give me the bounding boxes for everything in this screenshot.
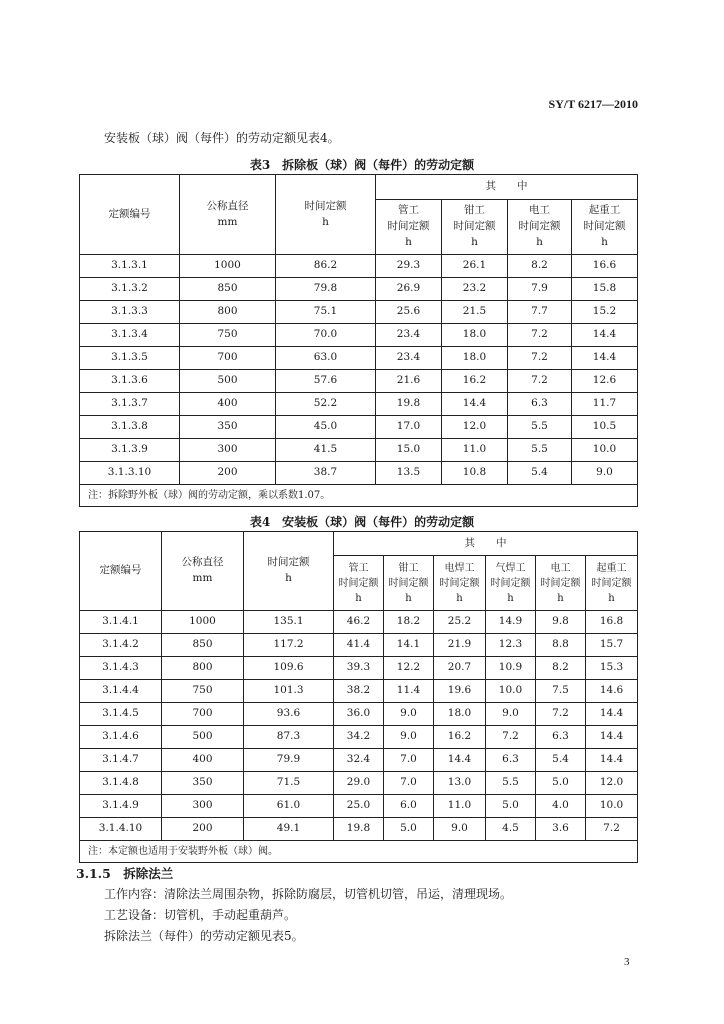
table-cell: 3.1.4.10 [80,818,162,841]
table4-header-gas-welder: 气焊工 时间定额 h [486,556,536,611]
table-cell: 14.4 [586,726,638,749]
table4-header-diameter: 公称直径 mm [162,532,244,611]
table-cell: 7.2 [508,347,572,370]
table-cell: 19.6 [434,680,486,703]
table-cell: 21.6 [376,370,442,393]
table-cell: 400 [180,393,276,416]
table3-header-pipefitter: 管工 时间定额 h [376,200,442,255]
table-cell: 15.0 [376,439,442,462]
table-cell: 850 [180,278,276,301]
table-cell: 41.4 [334,634,384,657]
table-cell: 38.2 [334,680,384,703]
table-cell: 300 [180,439,276,462]
table-cell: 87.3 [244,726,334,749]
table-cell: 11.0 [442,439,508,462]
table4-note: 注：本定额也适用于安装野外板（球）阀。 [80,841,638,863]
table-cell: 25.6 [376,301,442,324]
section-title: 3.1.5 拆除法兰 [76,866,174,881]
table-cell: 11.4 [384,680,434,703]
table-cell: 18.0 [442,324,508,347]
table-row [80,749,638,772]
table-cell: 3.1.4.5 [80,703,162,726]
table4-header-code: 定额编号 [80,532,162,611]
table-cell: 41.5 [276,439,376,462]
table-row [80,393,638,416]
table-cell: 9.0 [572,462,638,485]
table-cell: 16.2 [442,370,508,393]
table4 [79,531,638,863]
table-cell: 10.0 [586,795,638,818]
table-cell: 750 [162,680,244,703]
table-cell: 5.5 [508,439,572,462]
table-cell: 20.7 [434,657,486,680]
table-cell: 400 [162,749,244,772]
table-cell: 93.6 [244,703,334,726]
table-cell: 46.2 [334,611,384,634]
table-cell: 19.8 [376,393,442,416]
table-cell: 3.1.3.9 [80,439,180,462]
table-cell: 15.3 [586,657,638,680]
table3-caption: 表3 拆除板（球）阀（每件）的劳动定额 [249,158,475,172]
table-cell: 850 [162,634,244,657]
table-cell: 350 [162,772,244,795]
table3-header-code: 定额编号 [80,175,180,255]
table-cell: 3.6 [536,818,586,841]
table-cell: 14.4 [586,749,638,772]
table-cell: 18.2 [384,611,434,634]
table-cell: 200 [162,818,244,841]
table3-header-rigger: 起重工 时间定额 h [572,200,638,255]
table-cell: 1000 [180,255,276,278]
table-cell: 200 [180,462,276,485]
table-cell: 14.4 [434,749,486,772]
table-cell: 9.0 [434,818,486,841]
table-row [80,634,638,657]
table-cell: 3.1.3.1 [80,255,180,278]
table-cell: 117.2 [244,634,334,657]
table-cell: 700 [180,347,276,370]
table-cell: 800 [180,301,276,324]
table-cell: 70.0 [276,324,376,347]
table-cell: 10.0 [486,680,536,703]
table-cell: 12.6 [572,370,638,393]
section-line-equipment: 工艺设备：切管机，手动起重葫芦。 [104,908,297,922]
table-cell: 36.0 [334,703,384,726]
table-cell: 16.2 [434,726,486,749]
table-row [80,611,638,634]
table-cell: 3.1.3.2 [80,278,180,301]
table-cell: 8.2 [508,255,572,278]
table-cell: 11.7 [572,393,638,416]
table-cell: 12.0 [586,772,638,795]
section-line-work: 工作内容：清除法兰周围杂物，拆除防腐层，切管机切管，吊运，清理现场。 [104,887,513,901]
table-cell: 10.5 [572,416,638,439]
table-row [80,347,638,370]
table-cell: 3.1.4.6 [80,726,162,749]
table-cell: 5.0 [536,772,586,795]
table-cell: 29.0 [334,772,384,795]
table-row [80,370,638,393]
table-cell: 57.6 [276,370,376,393]
table-cell: 10.8 [442,462,508,485]
table-cell: 16.6 [572,255,638,278]
table-cell: 109.6 [244,657,334,680]
table-cell: 12.3 [486,634,536,657]
standard-code: SY/T 6217—2010 [548,97,638,111]
table-cell: 7.2 [508,324,572,347]
table-cell: 14.4 [572,324,638,347]
table-cell: 14.6 [586,680,638,703]
table-cell: 23.4 [376,324,442,347]
table-cell: 6.0 [384,795,434,818]
table-row [80,301,638,324]
table-cell: 8.8 [536,634,586,657]
table-cell: 71.5 [244,772,334,795]
table-cell: 3.1.4.8 [80,772,162,795]
table3-header-time: 时间定额 h [276,175,376,255]
table-cell: 21.9 [434,634,486,657]
table-row [80,255,638,278]
table-cell: 3.1.4.9 [80,795,162,818]
table-cell: 3.1.4.3 [80,657,162,680]
table-row [80,324,638,347]
table-cell: 17.0 [376,416,442,439]
table-cell: 3.1.3.6 [80,370,180,393]
table-cell: 3.1.3.3 [80,301,180,324]
table-cell: 38.7 [276,462,376,485]
table3 [79,174,638,507]
table3-header-group: 其 中 [376,175,638,200]
table-cell: 350 [180,416,276,439]
table-cell: 3.1.3.10 [80,462,180,485]
table-cell: 7.9 [508,278,572,301]
table-cell: 15.8 [572,278,638,301]
table-cell: 29.3 [376,255,442,278]
table-cell: 32.4 [334,749,384,772]
table-cell: 3.1.4.2 [80,634,162,657]
table-cell: 15.2 [572,301,638,324]
table-cell: 5.5 [486,772,536,795]
table-cell: 23.4 [376,347,442,370]
table-cell: 500 [162,726,244,749]
table4-header-electrician: 电工 时间定额 h [536,556,586,611]
table-cell: 3.1.4.4 [80,680,162,703]
table-cell: 14.4 [572,347,638,370]
table3-header-electrician: 电工 时间定额 h [508,200,572,255]
table-cell: 7.2 [486,726,536,749]
table-cell: 500 [180,370,276,393]
table-row [80,680,638,703]
table-cell: 6.3 [508,393,572,416]
table-cell: 135.1 [244,611,334,634]
table-row [80,772,638,795]
table-cell: 14.9 [486,611,536,634]
table-cell: 750 [180,324,276,347]
table-cell: 14.1 [384,634,434,657]
table-cell: 19.8 [334,818,384,841]
table-cell: 5.4 [508,462,572,485]
table-cell: 7.2 [508,370,572,393]
table-cell: 26.1 [442,255,508,278]
table-cell: 16.8 [586,611,638,634]
table-cell: 10.0 [572,439,638,462]
table-cell: 9.8 [536,611,586,634]
table-cell: 8.2 [536,657,586,680]
table-cell: 4.5 [486,818,536,841]
table-cell: 4.0 [536,795,586,818]
table-cell: 25.0 [334,795,384,818]
table-cell: 14.4 [586,703,638,726]
table-cell: 5.4 [536,749,586,772]
table-cell: 3.1.4.7 [80,749,162,772]
table-row [80,416,638,439]
table-cell: 5.0 [486,795,536,818]
table-cell: 34.2 [334,726,384,749]
table-cell: 300 [162,795,244,818]
table-cell: 9.0 [384,726,434,749]
page-number: 3 [624,956,630,968]
table4-header-group: 其 中 [334,532,638,556]
table-cell: 7.0 [384,749,434,772]
table-cell: 13.5 [376,462,442,485]
table-cell: 700 [162,703,244,726]
table-cell: 86.2 [276,255,376,278]
table-row [80,726,638,749]
table-cell: 26.9 [376,278,442,301]
table-cell: 11.0 [434,795,486,818]
table-cell: 14.4 [442,393,508,416]
table-row [80,439,638,462]
table4-header-arc-welder: 电焊工 时间定额 h [434,556,486,611]
table4-header-fitter: 钳工 时间定额 h [384,556,434,611]
table-cell: 3.1.3.5 [80,347,180,370]
table-row [80,795,638,818]
table-cell: 10.9 [486,657,536,680]
table4-caption: 表4 安装板（球）阀（每件）的劳动定额 [249,515,475,529]
table-cell: 5.5 [508,416,572,439]
table-cell: 5.0 [384,818,434,841]
table-cell: 63.0 [276,347,376,370]
table-cell: 7.5 [536,680,586,703]
table-cell: 7.2 [536,703,586,726]
table4-header-rigger: 起重工 时间定额 h [586,556,638,611]
table-cell: 9.0 [384,703,434,726]
table-cell: 15.7 [586,634,638,657]
table-row [80,278,638,301]
table-cell: 3.1.4.1 [80,611,162,634]
table-row [80,657,638,680]
table-cell: 6.3 [486,749,536,772]
table-cell: 52.2 [276,393,376,416]
table-cell: 13.0 [434,772,486,795]
table-row [80,462,638,485]
table-cell: 18.0 [442,347,508,370]
table-cell: 75.1 [276,301,376,324]
intro-text: 安装板（球）阀（每件）的劳动定额见表4。 [104,131,340,145]
table-cell: 1000 [162,611,244,634]
table-cell: 21.5 [442,301,508,324]
table-cell: 3.1.3.4 [80,324,180,347]
table-cell: 7.7 [508,301,572,324]
table-cell: 7.2 [586,818,638,841]
table3-header-fitter: 钳工 时间定额 h [442,200,508,255]
table-cell: 3.1.3.7 [80,393,180,416]
table4-header-pipefitter: 管工 时间定额 h [334,556,384,611]
table4-header-time: 时间定额 h [244,532,334,611]
table-cell: 800 [162,657,244,680]
table-cell: 61.0 [244,795,334,818]
table-cell: 7.0 [384,772,434,795]
table-cell: 101.3 [244,680,334,703]
table-cell: 12.0 [442,416,508,439]
table-cell: 3.1.3.8 [80,416,180,439]
table-cell: 39.3 [334,657,384,680]
table-cell: 9.0 [486,703,536,726]
table-cell: 6.3 [536,726,586,749]
section-line-reference: 拆除法兰（每件）的劳动定额见表5。 [104,929,304,943]
table-cell: 79.9 [244,749,334,772]
table3-header-diameter: 公称直径 mm [180,175,276,255]
table-cell: 45.0 [276,416,376,439]
table-cell: 12.2 [384,657,434,680]
table3-note: 注：拆除野外板（球）阀的劳动定额，乘以系数1.07。 [80,485,638,507]
table-cell: 49.1 [244,818,334,841]
table-cell: 25.2 [434,611,486,634]
table-cell: 23.2 [442,278,508,301]
table-row [80,703,638,726]
table-cell: 79.8 [276,278,376,301]
table-cell: 18.0 [434,703,486,726]
table-row [80,818,638,841]
